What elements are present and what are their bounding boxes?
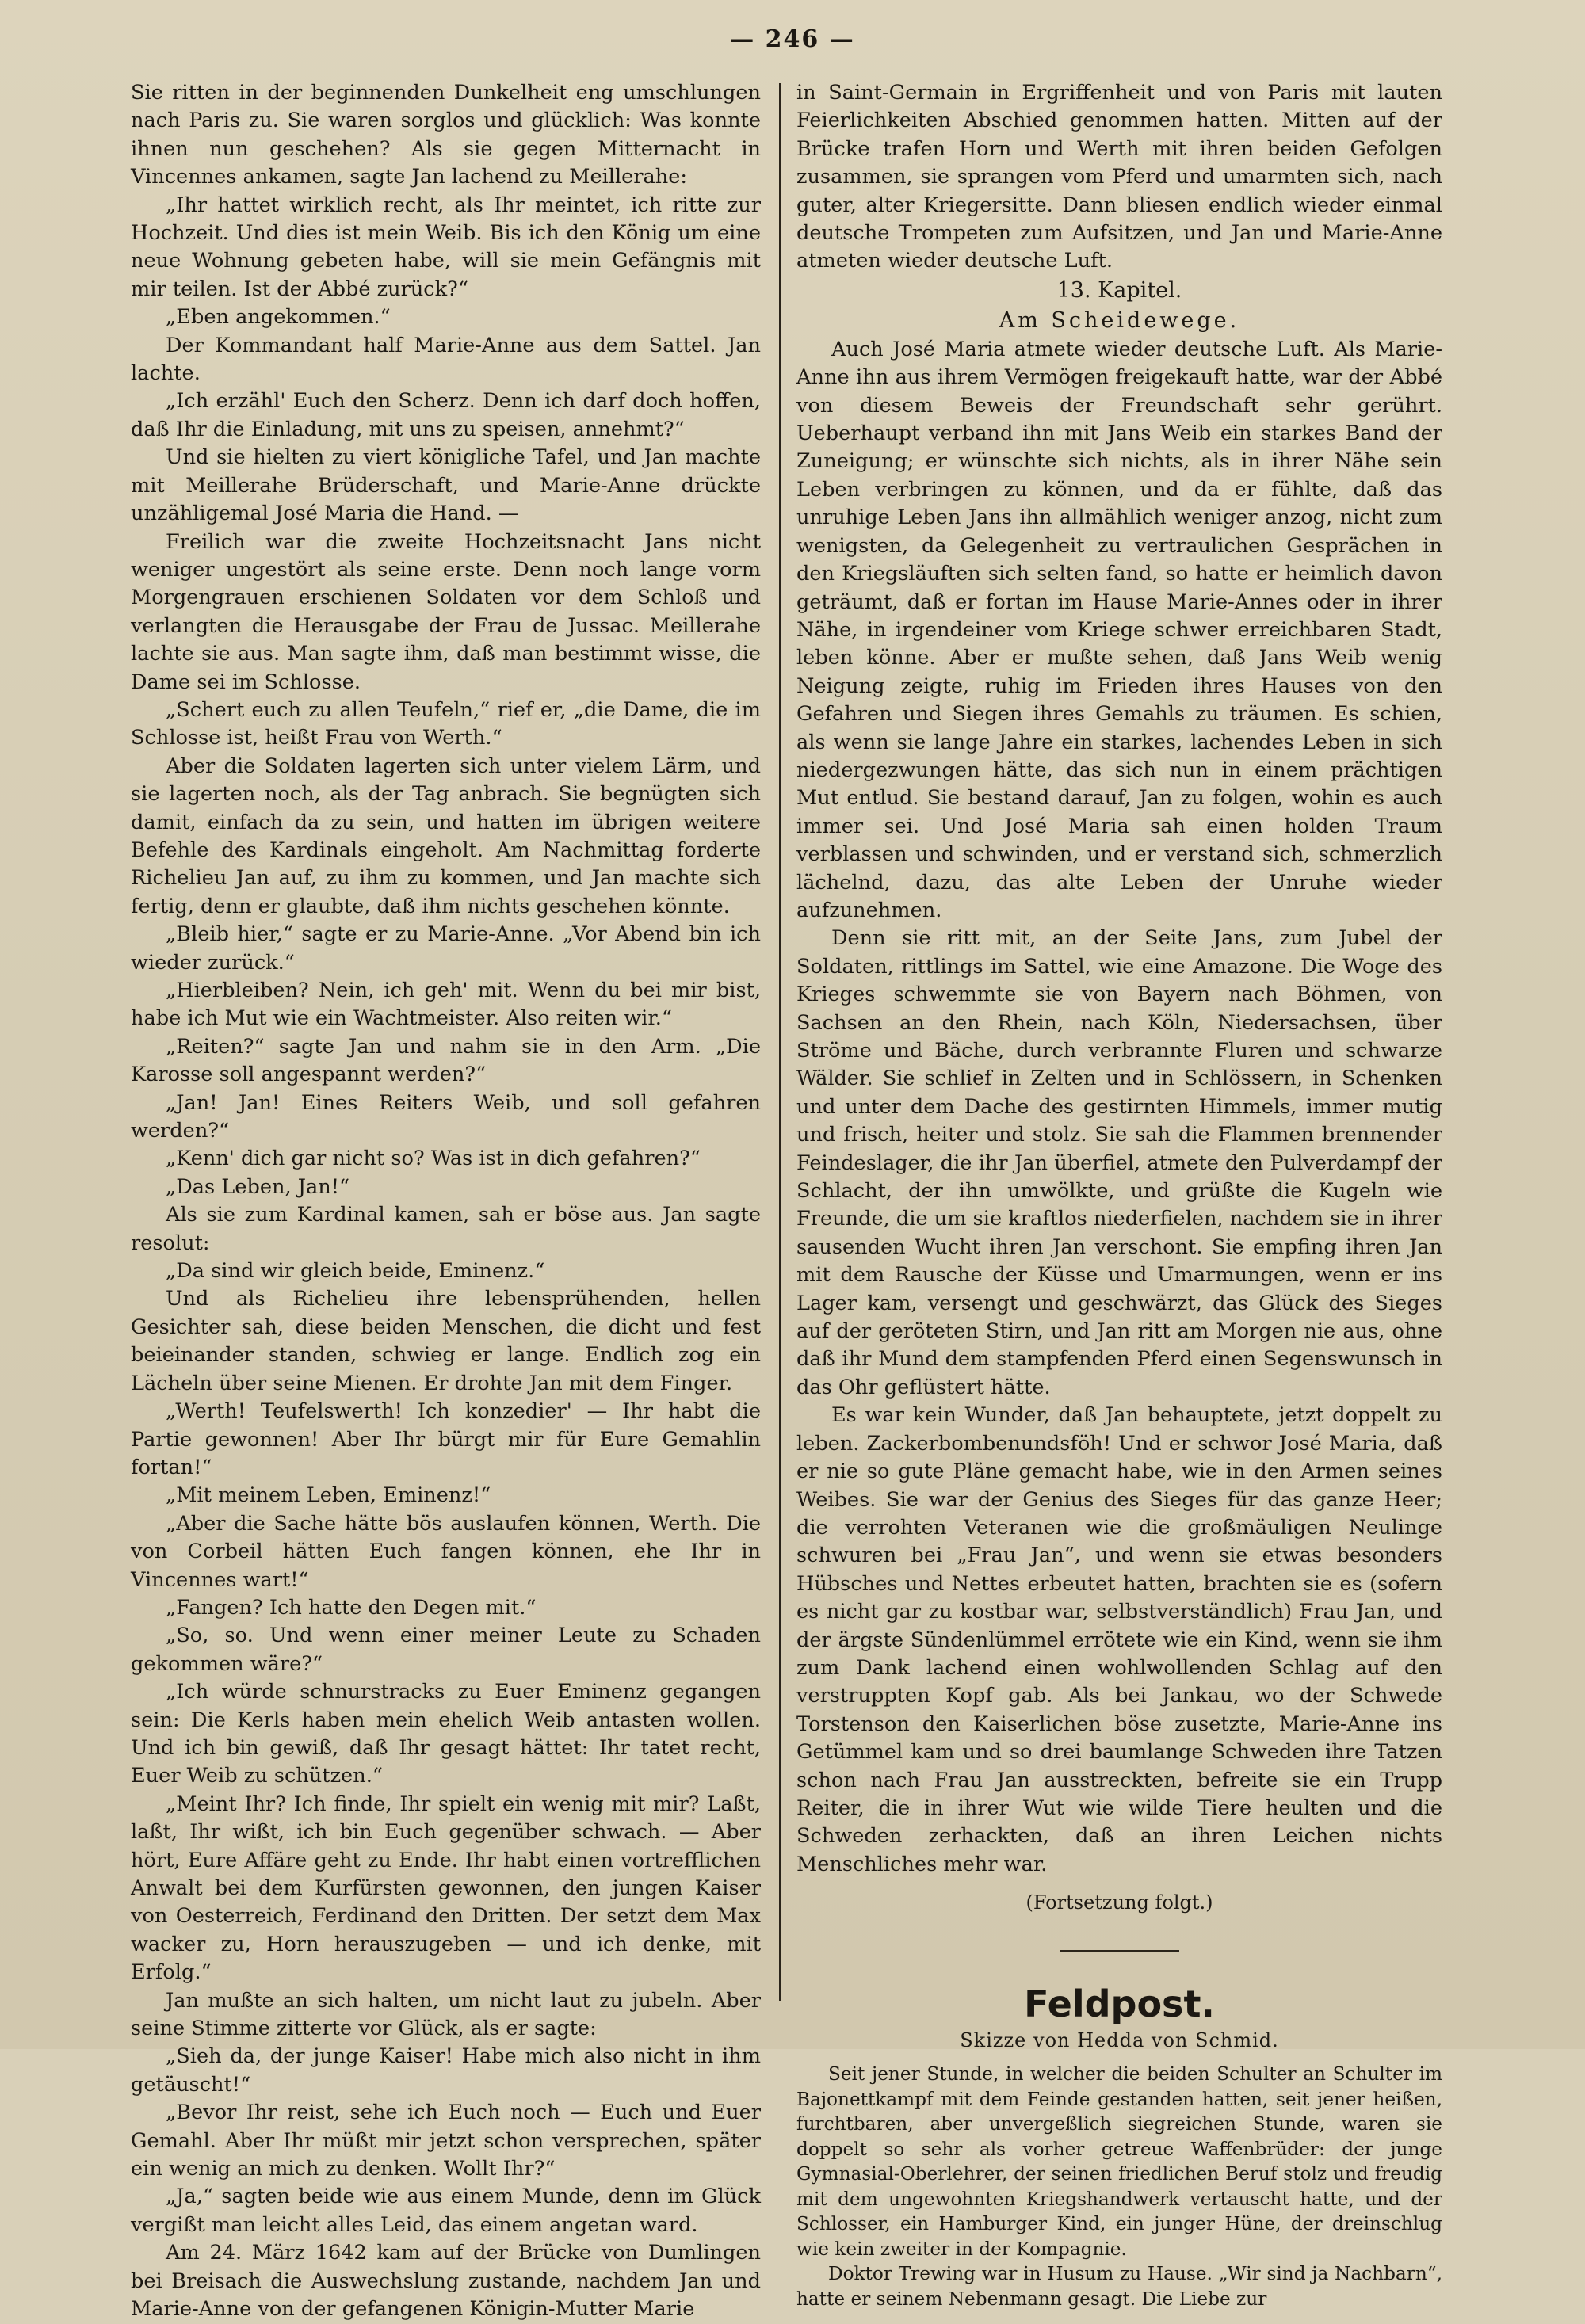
paragraph: „Kenn' dich gar nicht so? Was ist in dich gefahren?“	[166, 1147, 701, 1171]
paragraph: Es war kein Wunder, daß Jan behauptete, jetzt doppelt zu leben. Zackerbombenundsföh! Und er schwor José Maria, daß er nie so gute Pläne gemacht habe, wie in den Armen seines Weibes. Sie war der Genius des Sieges für das ganze Heer; die verrohten Veteranen wie die großmäuligen Neulinge schwuren bei „Frau Jan“, und wenn sie etwas besonders Hübsches und Nettes erbeutet hatten, brachten sie es (sofern es nicht gar zu kostbar war, selbstverständlich) Frau Jan, und der ärgste Sündenlümmel errötete wie ein Kind, wenn sie ihm zum Dank lachend einen wohlwollenden Schlag auf den verstruppten Kopf gab. Als bei Jankau, wo der Schwede Torstenson den Kaiserlichen böse zusetzte, Marie-Anne ins Getümmel kam und so drei baumlange Schweden ihre Tatzen schon nach Frau Jan ausstreckten, befreite sie ein Trupp Reiter, die in ihrer Wut wie wilde Tiere heulten und die Schweden zerhackten, daß an ihren Leichen nichts Menschliches mehr war.	[796, 1403, 1442, 1876]
paragraph: Auch José Maria atmete wieder deutsche Luft. Als Marie-Anne ihn aus ihrem Vermögen freigekauft hatte, war der Abbé von diesem Beweis der Freundschaft sehr gerührt. Ueberhaupt verband ihn mit Jans Weib ein starkes Band der Zuneigung; er wünschte sich nichts, als in ihrer Nähe sein Leben verbringen zu können, und da er fühlte, daß das unruhige Leben Jans ihn allmählich weniger anzog, nicht zum wenigsten, da Gelegenheit zu vertraulichen Gesprächen in den Kriegsläuften sich selten fand, so hatte er heimlich davon geträumt, daß er fortan im Hause Marie-Annes oder in ihrer Nähe, in irgendeiner vom Kriege schwer erreichbaren Stadt, leben könne. Aber er mußte sehen, daß Jans Weib wenig Neigung zeigte, ruhig im Frieden ihres Hauses von den Gefahren und Siegen ihres Gemahls zu träumen. Es schien, als wenn sie lange Jahre ein starkes, lachendes Leben in sich niedergezwungen hätte, das sich nun in einem prächtigen Mut entlud. Sie bestand darauf, Jan zu folgen, wohin es auch immer sei. Und José Maria sah einen holden Traum verblassen und schwinden, und er verstand sich, schmerzlich lächelnd, dazu, das alte Leben der Unruhe wieder aufzunehmen.	[796, 337, 1442, 922]
paragraph: „Da sind wir gleich beide, Eminenz.“	[166, 1259, 545, 1284]
paragraph: Doktor Trewing war in Husum zu Hause. „Wir sind ja Nachbarn“, hatte er seinem Nebenmann gesagt. Die Liebe zur	[796, 2263, 1442, 2310]
chapter-title: Am Scheidewege.	[999, 307, 1240, 333]
paragraph: „Meint Ihr? Ich finde, Ihr spielt ein wenig mit mir? Laßt, laßt, Ihr wißt, ich bin Euch gegenüber schwach. — Aber hört, Eure Affäre geht zu Ende. Ihr habt einen vortrefflichen Anwalt bei dem Kurfürsten gewonnen, den jungen Kaiser von Oesterreich, Ferdinand den Dritten. Der setzt dem Max wacker zu, Horn herauszugeben — und ich denke, mit Erfolg.“	[131, 1792, 761, 1985]
paragraph: Aber die Soldaten lagerten sich unter vielem Lärm, und sie lagerten noch, als der Tag anbrach. Sie begnügten sich damit, einfach da zu sein, und hatten im übrigen weitere Befehle des Kardinals eingeholt. Am Nachmittag forderte Richelieu Jan auf, zu ihm zu kommen, und Jan machte sich fertig, denn er glaubte, daß ihm nichts geschehen könnte.	[131, 754, 761, 918]
paragraph: „Hierbleiben? Nein, ich geh' mit. Wenn du bei mir bist, habe ich Mut wie ein Wachtmeister. Also reiten wir.“	[131, 979, 761, 1031]
paragraph: „Das Leben, Jan!“	[166, 1174, 350, 1199]
paragraph: „So, so. Und wenn einer meiner Leute zu Schaden gekommen wäre?“	[131, 1624, 761, 1676]
paragraph: Denn sie ritt mit, an der Seite Jans, zum Jubel der Soldaten, rittlings im Sattel, wie eine Amazone. Die Woge des Krieges schwemmte sie von Bayern nach Böhmen, von Sachsen an den Rhein, nach Köln, Niedersachsen, über Ströme und Bäche, durch verbrannte Fluren und schwarze Wälder. Sie schlief in Zelten und in Schlössern, in Schenken und unter dem Dache des gestirnten Himmels, immer mutig und frisch, heiter und stolz. Sie sah die Flammen brennender Feindeslager, die ihr Jan überfiel, atmete den Pulverdampf der Schlacht, der ihn umwölkte, und grüßte die Kugeln wie Freunde, die um sie kraftlos niederfielen, nachdem sie in ihrer sausenden Wucht ihren Jan verschont. Sie empfing ihren Jan mit dem Rausche der Küsse und Umarmungen, wenn er ins Lager kam, versengt und geschwärzt, das Glück des Sieges auf der geröteten Stirn, und Jan ritt am Morgen nie aus, ohne daß ihr Mund dem stampfenden Pferd einen Segenswunsch in das Ohr geflüstert hätte.	[796, 926, 1442, 1399]
paragraph: Jan mußte an sich halten, um nicht laut zu jubeln. Aber seine Stimme zitterte vor Glück, als er sagte:	[131, 1988, 761, 2041]
paragraph: „Ja,“ sagten beide wie aus einem Munde, denn im Glück vergißt man leicht alles Leid, das einem angetan ward.	[131, 2185, 761, 2237]
paragraph: „Ihr hattet wirklich recht, als Ihr meintet, ich ritte zur Hochzeit. Und dies ist mein Weib. Bis ich den König um eine neue Wohnung gebeten habe, will sie mein Gefängnis mit mir teilen. Ist der Abbé zurück?“	[131, 193, 761, 301]
paragraph: Und sie hielten zu viert königliche Tafel, und Jan machte mit Meillerahe Brüderschaft, und Marie-Anne drückte unzähligemal José Maria die Hand. —	[131, 445, 761, 526]
paragraph: „Werth! Teufelswerth! Ich konzedier' — Ihr habt die Partie gewonnen! Aber Ihr bürgt mir für Eure Gemahlin fortan!“	[131, 1399, 761, 1479]
paragraph: „Aber die Sache hätte bös auslaufen können, Werth. Die von Corbeil hätten Euch fangen können, ehe Ihr in Vincennes wart!“	[131, 1511, 761, 1592]
page-number: — 246 —	[730, 25, 855, 53]
paragraph: Als sie zum Kardinal kamen, sah er böse aus. Jan sagte resolut:	[131, 1203, 761, 1255]
to-be-continued-note: (Fortsetzung folgt.)	[1025, 1891, 1213, 1914]
paragraph: „Fangen? Ich hatte den Degen mit.“	[166, 1595, 537, 1620]
paragraph: in Saint-Germain in Ergriffenheit und von Paris mit lauten Feierlichkeiten Abschied genommen hatten. Mitten auf der Brücke trafen Horn und Werth mit ihren beiden Gefolgen zusammen, sie sprangen vom Pferd und umarmten sich, nach guter, alter Kriegersitte. Dann bliesen endlich wieder einmal deutsche Trompeten zum Aufsitzen, und Jan und Marie-Anne atmeten wieder deutsche Luft.	[796, 81, 1442, 273]
paragraph: „Eben angekommen.“	[166, 305, 391, 330]
paragraph: Und als Richelieu ihre lebensprühenden, hellen Gesichter sah, diese beiden Menschen, die dicht und fest beieinander standen, schwieg er lange. Endlich zog ein Lächeln über seine Mienen. Er drohte Jan mit dem Finger.	[131, 1287, 761, 1395]
feldpost-heading: Feldpost.	[1024, 1982, 1215, 2026]
paragraph: Seit jener Stunde, in welcher die beiden Schulter an Schulter im Bajonettkampf mit dem Feinde gestanden hatten, seit jener heißen, furchtbaren, aber unvergeßlich siegreichen Stunde, waren sie doppelt so sehr als vorher getreue Waffenbrüder: der junge Gymnasial-Oberlehrer, der seinen friedlichen Beruf stolz und freudig mit dem ungewohnten Kriegshandwerk vertauscht hatte, und der Schlosser, ein Hamburger Kind, ein junger Hüne, der dreinschlug wie kein zweiter in der Kompagnie.	[796, 2063, 1442, 2260]
paragraph: „Sieh da, der junge Kaiser! Habe mich also nicht in ihm getäuscht!“	[131, 2044, 761, 2097]
left-column	[131, 79, 761, 2324]
column-divider	[779, 83, 781, 2001]
paragraph: Der Kommandant half Marie-Anne aus dem Sattel. Jan lachte.	[131, 333, 761, 386]
paragraph: „Reiten?“ sagte Jan und nahm sie in den Arm. „Die Karosse soll angespannt werden?“	[131, 1034, 761, 1087]
paragraph: Am 24. März 1642 kam auf der Brücke von Dumlingen bei Breisach die Auswechslung zustande, nachdem Jan und Marie-Anne von der gefangenen Königin-Mutter Marie	[131, 2241, 761, 2322]
chapter-number: 13. Kapitel.	[1056, 277, 1182, 303]
paragraph: „Ich erzähl' Euch den Scherz. Denn ich darf doch hoffen, daß Ihr die Einladung, mit uns zu speisen, annehmt?“	[131, 389, 761, 441]
paragraph: „Mit meinem Leben, Eminenz!“	[166, 1483, 491, 1508]
paragraph: „Schert euch zu allen Teufeln,“ rief er, „die Dame, die im Schlosse ist, heißt Frau von Werth.“	[131, 697, 761, 750]
paragraph: Sie ritten in der beginnenden Dunkelheit eng umschlungen nach Paris zu. Sie waren sorglos und glücklich: Was konnte ihnen nun geschehen? Als sie gegen Mitternacht in Vincennes ankamen, sagte Jan lachend zu Meillerahe:	[131, 81, 761, 189]
paragraph: Freilich war die zweite Hochzeitsnacht Jans nicht weniger ungestört als seine erste. Denn noch lange vorm Morgengrauen erschienen Soldaten vor dem Schloß und verlangten die Herausgabe der Frau de Jussac. Meillerahe lachte sie aus. Man sagte ihm, daß man bestimmt wisse, die Dame sei im Schlosse.	[131, 529, 761, 694]
section-divider	[1060, 1950, 1179, 1952]
paragraph: „Bleib hier,“ sagte er zu Marie-Anne. „Vor Abend bin ich wieder zurück.“	[131, 922, 761, 975]
feldpost-byline: Skizze von Hedda von Schmid.	[960, 2029, 1279, 2052]
right-column	[796, 79, 1442, 2311]
paragraph: „Bevor Ihr reist, sehe ich Euch noch — Euch und Euer Gemahl. Aber Ihr müßt mir jetzt schon versprechen, später ein wenig an mich zu denken. Wollt Ihr?“	[131, 2101, 761, 2181]
paragraph: „Jan! Jan! Eines Reiters Weib, und soll gefahren werden?“	[131, 1090, 761, 1143]
paragraph: „Ich würde schnurstracks zu Euer Eminenz gegangen sein: Die Kerls haben mein ehelich Weib antasten wollen. Und ich bin gewiß, daß Ihr gesagt hättet: Ihr tatet recht, Euer Weib zu schützen.“	[131, 1680, 761, 1788]
